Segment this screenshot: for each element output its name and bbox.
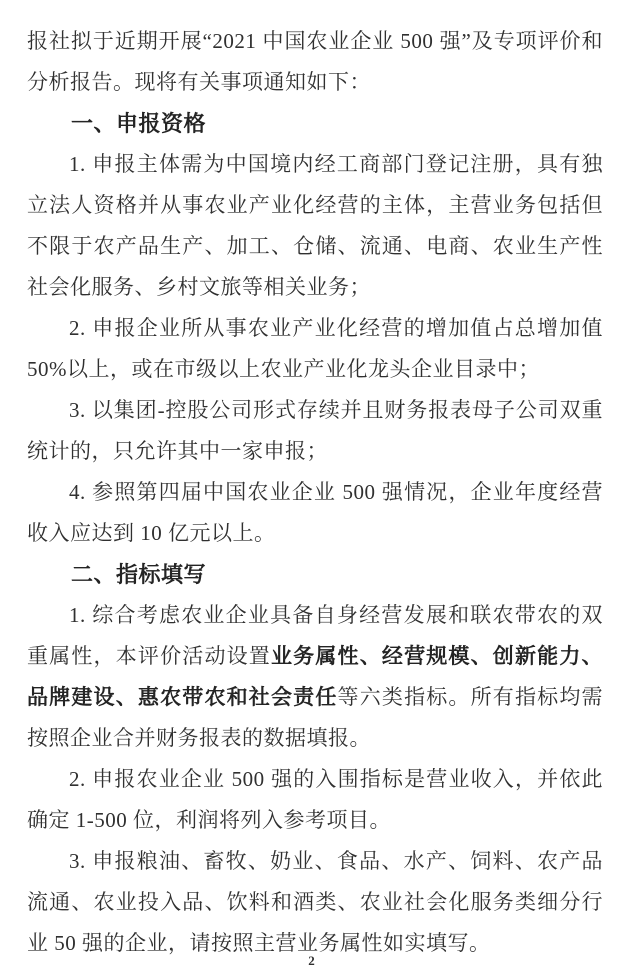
- text-run: 1. 综合考虑农业企业具备自身经营发展和联农带农的双重属性，本评价活动设置: [27, 603, 603, 668]
- paragraph: [27, 144, 603, 308]
- text-run: 4. 参照第四届中国农业企业 500 强情况，企业年度经营收入应达到 10 亿元以上。: [27, 480, 603, 545]
- paragraph: [27, 759, 603, 841]
- section-heading: [27, 103, 603, 144]
- paragraph: [27, 472, 603, 554]
- section-heading: [27, 554, 603, 595]
- page-number: 2: [308, 953, 315, 968]
- text-run: 3. 以集团-控股公司形式存续并且财务报表母子公司双重统计的，只允许其中一家申报；: [27, 398, 603, 463]
- text-run: 等六类指标。所有指标均需按照企业合并财务报表的数据填报。: [27, 685, 604, 750]
- bold-text-run: 二、指标填写: [71, 562, 207, 587]
- document-body: [27, 21, 603, 964]
- text-run: 2. 申报企业所从事农业产业化经营的增加值占总增加值 50%以上，或在市级以上农业产业化龙头企业目录中；: [27, 316, 603, 381]
- paragraph: [27, 841, 603, 964]
- bold-text-run: 业务属性、经营规模、创新能力、品牌建设、惠农带农和社会责任: [27, 645, 604, 709]
- paragraph: [27, 390, 603, 472]
- page-footer: [0, 953, 623, 969]
- text-run: 报社拟于近期开展“2021 中国农业企业 500 强”及专项评价和分析报告。现将有关事项通知如下：: [27, 29, 603, 94]
- paragraph: [27, 308, 603, 390]
- bold-text-run: 一、申报资格: [71, 111, 207, 136]
- paragraph: [27, 595, 603, 759]
- paragraph: [27, 21, 603, 103]
- text-run: 3. 申报粮油、畜牧、奶业、食品、水产、饲料、农产品流通、农业投入品、饮料和酒类、农业社会化服务类细分行业 50 强的企业，请按照主营业务属性如实填写。: [27, 849, 603, 955]
- text-run: 1. 申报主体需为中国境内经工商部门登记注册，具有独立法人资格并从事农业产业化经营的主体，主营业务包括但不限于农产品生产、加工、仓储、流通、电商、农业生产性社会化服务、乡村文旅等相关业务；: [27, 152, 603, 299]
- text-run: 2. 申报农业企业 500 强的入围指标是营业收入，并依此确定 1-500 位，利润将列入参考项目。: [27, 767, 603, 832]
